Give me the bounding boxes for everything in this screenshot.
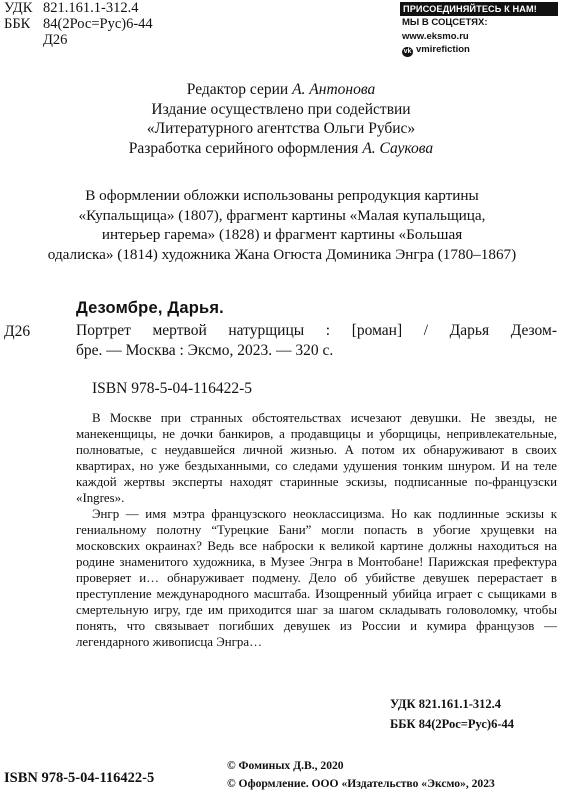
author-mark-row xyxy=(4,32,153,48)
series-editor: Редактор серии А. Антонова xyxy=(186,81,376,98)
bbk-value: 84(2Рос=Рус)6-44 xyxy=(43,16,153,32)
social-heading: МЫ В СОЦСЕТЯХ: xyxy=(402,17,488,28)
udk-label: УДК xyxy=(4,0,33,16)
udk-row xyxy=(4,0,153,16)
vk-link[interactable] xyxy=(400,43,558,57)
cover-note: В оформлении обложки использованы репродукция картины «Купальщица» (1807), фрагмент картины «Малая купальщица, интерьер гарема» (1828) и фрагмент картины «Большая одалиска» (1814) художника Жана Огюста Доминика Энгра (1780–1867) xyxy=(47,187,517,263)
social-block xyxy=(400,2,558,57)
footer-isbn: ISBN 978-5-04-116422-5 xyxy=(4,770,155,786)
bottom-udk: УДК 821.161.1-312.4 xyxy=(390,697,501,711)
catalog-mark: Д26 xyxy=(4,323,31,340)
vk-icon: vk xyxy=(403,48,412,55)
classification-codes xyxy=(4,0,153,48)
author-mark: Д26 xyxy=(43,32,68,48)
bbk-row xyxy=(4,16,153,32)
join-banner: ПРИСОЕДИНЯЙТЕСЬ К НАМ! xyxy=(400,2,558,16)
vk-handle: vmirefiction xyxy=(416,44,470,55)
catalog-description: Портрет мертвой натурщицы : [роман] / Дарья Дезом- бре. — Москва : Эксмо, 2023. — 320 с. xyxy=(76,322,557,359)
annotation-paragraph: В Москве при странных обстоятельствах исчезают девушки. Не звезды, не манекенщицы, не дочки банкиров, а продавщицы и уборщицы, непривлекательные, полноватые, с неудавшейся личной жизнью. А потом их обнаруживают в своих квартирах, но уже бездыханными, со следами удушения тонким шнуром. И на теле каждой жертвы эксперты находят старинные эскизы, подписанные по-французски «Ingres». xyxy=(76,411,557,505)
udk-value: 821.161.1-312.4 xyxy=(43,0,139,16)
catalog-isbn: ISBN 978-5-04-116422-5 xyxy=(92,380,253,397)
bottom-bbk: ББК 84(2Рос=Рус)6-44 xyxy=(390,717,514,731)
bbk-label: ББК xyxy=(4,16,31,32)
annotation-paragraph: Энгр — имя мэтра французского неоклассицизма. Но как подлинные эскизы к гениальному полотну “Турецкие Бани” могли попасть в убогие хрущевки на московских окраинах? Ведь все наброски к великой картине должны находиться на родине знаменитого художника, в Музее Энгра в Монтобане! Парижская префектура проверяет и… обнаруживает подмену. Дело об убийстве девушек перерастает в преступление международного масштаба. Изощренный убийца играет с сыщиками в смертельную игру, где им приходится шаг за шагом складывать головоломку, чтобы понять, что связывает погибших девушек из России и кумира французов — легендарного живописца Энгра… xyxy=(76,507,557,649)
credits xyxy=(0,80,562,158)
catalog-author: Дезомбре, Дарья. xyxy=(76,299,224,317)
annotation xyxy=(76,410,557,650)
copyright xyxy=(227,757,495,793)
copyright-author: © Фоминых Д.В., 2020 xyxy=(227,759,344,772)
site-link[interactable]: www.eksmo.ru xyxy=(402,30,469,42)
bottom-codes xyxy=(390,694,514,734)
copyright-design: © Оформление. ООО «Издательство «Эксмо», 2023 xyxy=(227,777,495,790)
series-design: Разработка серийного оформления А. Саукова xyxy=(128,139,434,157)
literary-agency: «Литературного агентства Ольги Рубис» xyxy=(146,120,416,137)
publication-support: Издание осуществлено при содействии xyxy=(151,100,411,118)
